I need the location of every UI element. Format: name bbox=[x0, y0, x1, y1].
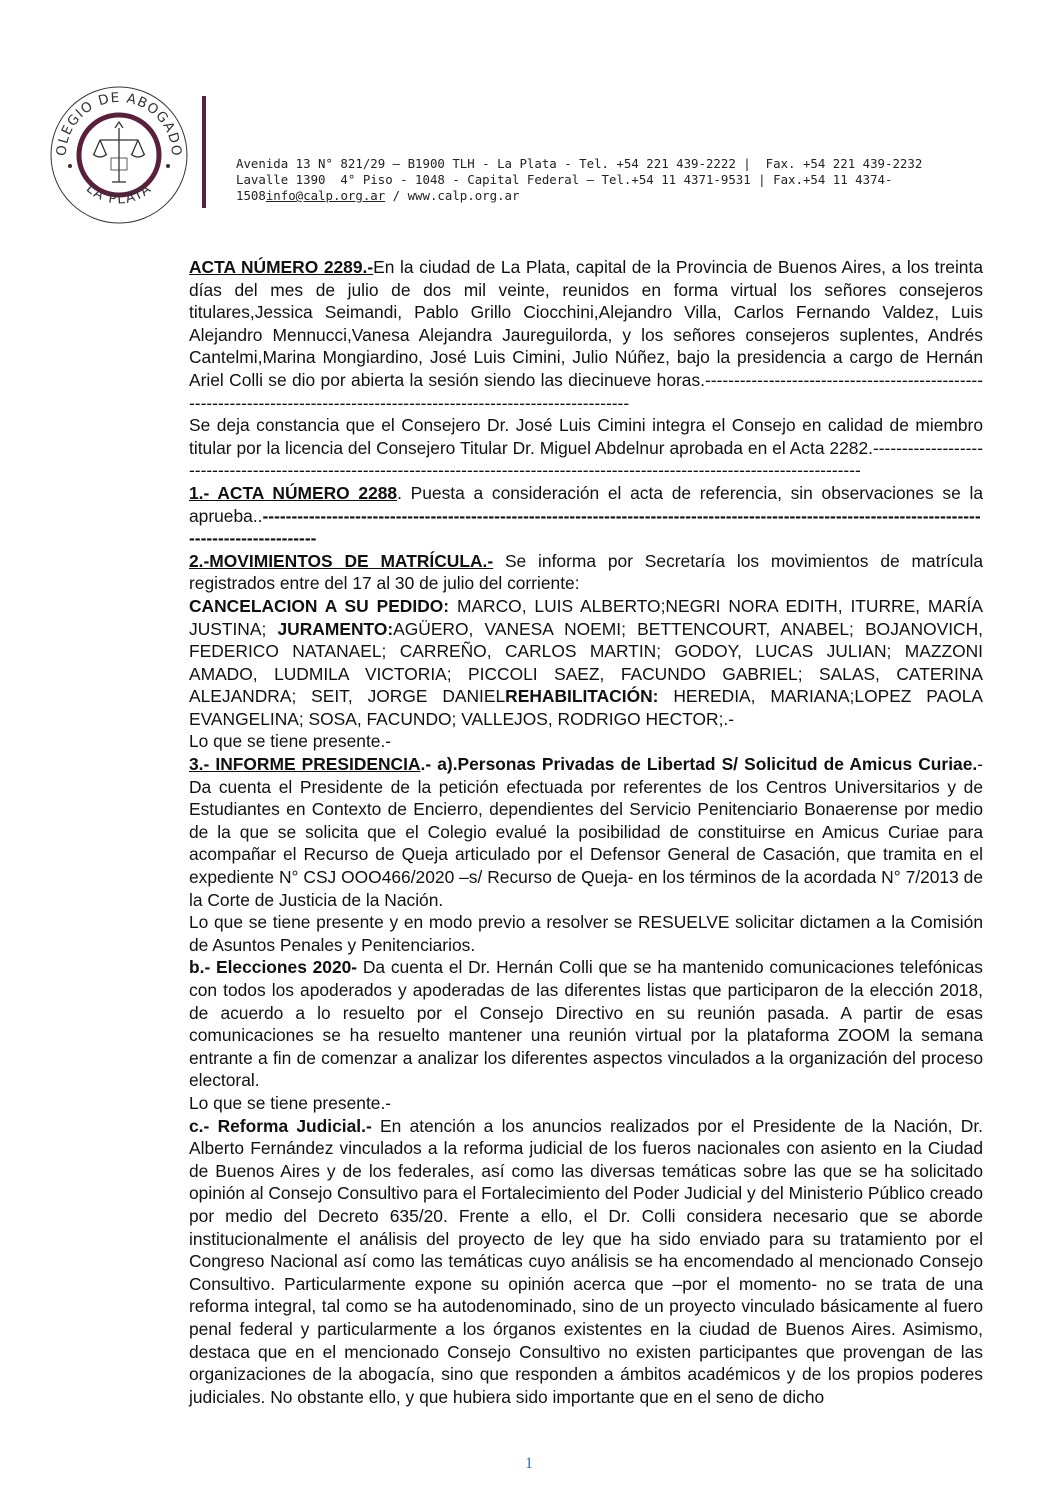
address-line-3-suffix: / www.calp.org.ar bbox=[385, 188, 520, 203]
constancia-text: Se deja constancia que el Consejero Dr. José Luis Cimini integra el Consejo en calidad de miembro titular por la licencia del Consejero Titular Dr. Miguel Abdelnur aprobada en el Acta 2282. bbox=[189, 415, 983, 458]
acta-intro-text: En la ciudad de La Plata, capital de la Provincia de Buenos Aires, a los treinta días del mes de julio de dos mil veinte, reunidos en forma virtual los señores consejeros titulares,Jessica Seimandi, Pablo Grillo Ciocchini,Alejandro Villa, Carlos Fernando Valdez, Luis Alejandro Mennucci,Vanesa Alejandra Jaureguilorda, y los señores consejeros suplentes, Andrés Cantelmi,Marina Mongiardino, José Luis Cimini, Julio Núñez, bajo la presidencia a cargo de Hernán Ariel Colli se dio por abierta la sesión siendo las diecinueve horas. bbox=[189, 257, 983, 390]
item-3c-title: c.- Reforma Judicial.- bbox=[189, 1115, 372, 1136]
rehab-names: HEREDIA, MARIANA;LOPEZ PAOLA EVANGELINA; SOSA, FACUNDO; VALLEJOS, RODRIGO HECTOR;.- bbox=[189, 686, 983, 729]
logo-top-text: OLEGIO DE ABOGADO bbox=[53, 89, 185, 158]
juramento-names: AGÜERO, VANESA NOEMI; BETTENCOURT, ANABEL; BOJANOVICH, FEDERICO NATANAEL; CARREÑO, CARLOS MARTIN; GODOY, LUCAS JULIAN; MAZZONI AMADO, LUDMILA VICTORIA; PICCOLI SAEZ, FACUNDO GABRIEL; SALAS, CATERINA ALEJANDRA; SEIT, JORGE DANIEL bbox=[189, 618, 983, 707]
item-3b-text: Da cuenta el Dr. Hernán Colli que se ha mantenido comunicaciones telefónicas con todos los apoderados y apoderadas de las diferentes listas que participaron de la elección 2018, de acuerdo a lo resuelto por el Consejo Directivo en su reunión pasada. A partir de esas comunicaciones se ha resuelto mantener una reunión virtual por la plataforma ZOOM la semana entrante a fin de comenzar a analizar los diferentes aspectos vinculados a la organización del proceso electoral. bbox=[189, 957, 983, 1091]
item-3a-resolution: Lo que se tiene presente y en modo previo a resolver se RESUELVE solicitar dictamen a la Comisión de Asuntos Penales y Penitenciarios. bbox=[189, 912, 983, 955]
colegio-logo bbox=[48, 84, 190, 226]
juramento-label: JURAMENTO: bbox=[277, 618, 394, 639]
item-3c-text: En atención a los anuncios realizados por el Presidente de la Nación, Dr. Alberto Fernández vinculados a la reforma judicial de los fueros nacionales con asiento en la Ciudad de Buenos Aires y de los federales, así como las diversas temáticas sobre las que se ha solicitado opinión al Consejo Consultivo para el Fortalecimiento del Poder Judicial y del Ministerio Público creado por medio del Decreto 635/20. Frente a ello, el Dr. Colli considera necesario que se aborde institucionalmente el análisis del proyecto de ley que ha sido enviado para su tratamiento por el Congreso Nacional así como las temáticas cuyo análisis se ha encomendado al mencionado Consejo Consultivo. Particularmente expone su opinión acerca que –por el momento- no se trata de una reforma integral, tal como se ha autodenominado, sino de un proyecto vinculado básicamente al fuero penal federal y particularmente a los órganos existentes en la ciudad de Buenos Aires. Asimismo, destaca que en el mencionado Consejo Consultivo no existen participantes que provengan de las organizaciones de la abogacía, sino que responden a ámbitos académicos y de los propios poderes judiciales. No obstante ello, y que hubiera sido importante que en el seno de dicho bbox=[189, 1115, 984, 1407]
address-line-2: Lavalle 1390 4° Piso - 1048 - Capital Federal – Tel.+54 11 4371-9531 | Fax.+54 11 4374- bbox=[236, 172, 893, 187]
item-3-title: 3.- INFORME PRESIDENCIA bbox=[189, 754, 421, 775]
item-3c-paragraph bbox=[189, 1115, 983, 1409]
item-3a-text: -Da cuenta el Presidente de la petición efectuada por referentes de los Centros Universitarios y de Estudiantes en Contexto de Encierro, dependientes del Servicio Penitenciario Bonaerense por medio de la que se solicita que el Colegio evalué la posibilidad de constituirse en Amicus Curiae para acompañar el Recurso de Queja articulado por el Defensor General de Casación, que tramita en el expediente N° CSJ OOO466/2020 –s/ Recurso de Queja- en los términos de la acordada N° 7/2013 de la Corte de Justicia de la Nación. bbox=[189, 754, 984, 910]
cancel-names: MARCO, LUIS ALBERTO;NEGRI NORA EDITH, ITURRE, MARÍA JUSTINA; bbox=[189, 595, 983, 639]
item-2-paragraph bbox=[189, 550, 983, 731]
item-2-intro: Se informa por Secretaría los movimientos de matrícula registrados entre del 17 al 30 de julio del corriente: bbox=[189, 550, 983, 594]
header-divider bbox=[202, 96, 206, 208]
item-3b-title: b.- Elecciones 2020- bbox=[189, 957, 358, 978]
svg-text:COLEGIO DE ABOGADOS bbox=[48, 84, 184, 157]
page-number: 1 bbox=[525, 1455, 533, 1472]
rehab-label: REHABILITACIÓN: bbox=[505, 686, 659, 707]
address-line-3-prefix: 1508 bbox=[236, 188, 266, 203]
item-3a-paragraph bbox=[189, 753, 983, 911]
item-3b-closing: Lo que se tiene presente.- bbox=[189, 1092, 392, 1113]
cancel-label: CANCELACION A SU PEDIDO: bbox=[189, 595, 450, 616]
dash-line: --------------------------------------------------------------------------------------------------------------------------------------- bbox=[189, 437, 983, 481]
item-3a-title: Personas Privadas de Libertad S/ Solicitud de Amicus Curiae. bbox=[457, 754, 978, 775]
item-3-separator: .- a). bbox=[420, 754, 458, 775]
constancia-paragraph bbox=[189, 414, 983, 482]
logo-bottom-text: LA PLATA bbox=[82, 180, 156, 208]
acta-intro-paragraph bbox=[189, 256, 983, 414]
item-2-title: .-MOVIMIENTOS DE MATRÍCULA.- bbox=[198, 550, 494, 571]
dash-line: -------------------------------------------------------------------------------------------------------------------------------------------------- bbox=[189, 505, 981, 549]
item-3b-paragraph bbox=[189, 956, 983, 1092]
item-1-title: 1.- ACTA NÚMERO 2288 bbox=[189, 482, 398, 503]
item-2-closing: Lo que se tiene presente.- bbox=[189, 731, 392, 752]
document-body bbox=[189, 256, 983, 1408]
item-2-number: 2 bbox=[189, 550, 199, 571]
address-line-1: Avenida 13 N° 821/29 – B1900 TLH - La Plata - Tel. +54 221 439-2222 | Fax. +54 221 439-2232 bbox=[236, 156, 923, 171]
acta-title: ACTA NÚMERO 2289.- bbox=[189, 257, 374, 277]
item-1-text: . Puesta a consideración el acta de referencia, sin observaciones se la aprueba.. bbox=[189, 482, 983, 526]
dash-line: ---------------------------------------------------------------------------------------------------------------------------- bbox=[189, 369, 983, 413]
email-link[interactable]: info@calp.org.ar bbox=[265, 188, 386, 203]
item-1-paragraph bbox=[189, 482, 983, 550]
svg-text:LA PLATA bbox=[83, 180, 155, 207]
scales-of-justice-icon bbox=[93, 122, 145, 182]
address-block bbox=[236, 156, 922, 204]
